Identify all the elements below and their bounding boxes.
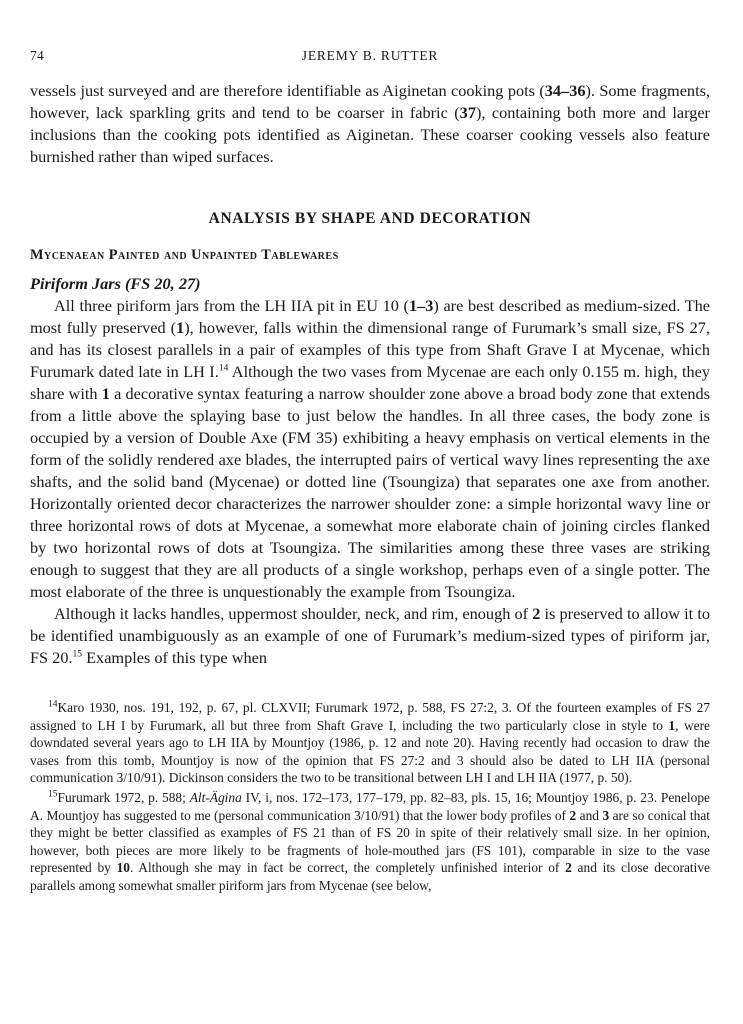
text-run: , were downdated several years ago to LH IIA by Mountjoy (1986, p. 12 and note 20). Having recently had occasion to draw the vases from this tomb, Mountjoy is now of the opinion that FS 27:2 and 3 should also be dated to LH IIA (personal communication 3/10/91). Dickinson considers the two to be transitional between LH I and LH IIA (1977, p. 50). — [30, 717, 710, 786]
text-run: ), containing both more and larger inclusions than the cooking pots identified as Aiginetan. These coarser cooking vessels also feature burnished rather than wiped surfaces. — [30, 103, 710, 166]
text-run: 2 — [569, 807, 577, 823]
running-title: JEREMY B. RUTTER — [301, 48, 439, 63]
text-run: . Although she may in fact be correct, the completely unfinished interior of — [129, 860, 566, 876]
text-run: is preserved to allow it to be identified unambiguously as an example of one of Furumark’s medium-sized types of piriform jar, FS 20. — [30, 604, 710, 667]
text-run: 1 — [101, 384, 110, 403]
text-run: Although it lacks handles, uppermost shoulder, neck, and rim, enough of — [54, 604, 533, 623]
text-run: 2 — [532, 604, 541, 623]
footnote-ref: 14 — [48, 699, 58, 710]
text-run: Examples of this type when — [82, 648, 267, 667]
text-run: 34–36 — [544, 81, 586, 100]
text-run: 37 — [459, 103, 476, 122]
text-run: and — [576, 807, 603, 823]
text-run: vessels just surveyed and are therefore identifiable as Aiginetan cooking pots ( — [30, 81, 545, 100]
footnote-15 — [30, 789, 710, 895]
text-run: 3 — [602, 807, 610, 823]
text-run: ), however, falls within the dimensional range of Furumark’s small size, FS 27, and has its closest parallels in a pair of examples of this type from Shaft Grave I at Mycenae, which Furumark dated late in LH I. — [30, 318, 710, 381]
page-number: 74 — [30, 48, 45, 63]
text-run: Alt-Ägina — [189, 789, 242, 805]
footnote-ref: 15 — [72, 649, 83, 660]
footnote-ref: 14 — [218, 363, 229, 374]
item-heading: Piriform Jars (FS 20, 27) — [30, 274, 201, 293]
section-heading: ANALYSIS BY SHAPE AND DECORATION — [208, 210, 532, 227]
text-run: Karo 1930, nos. 191, 192, p. 67, pl. CLXVII; Furumark 1972, p. 588, FS 27:2, 3. Of the fourteen examples of FS 27 assigned to LH I by Furumark, all but three from Shaft Grave I, including the two particularly close in style to — [30, 700, 710, 733]
text-run: 1 — [176, 318, 185, 337]
text-run: 2 — [565, 860, 572, 876]
text-run: 1–3 — [408, 296, 434, 315]
text-run: 10 — [116, 860, 130, 876]
text-run: 1 — [668, 717, 676, 733]
text-run: ). Some fragments, however, lack sparkling grits and tend to be coarser in fabric ( — [30, 81, 710, 122]
paragraph-2 — [30, 295, 710, 603]
text-run: and its close decorative parallels among somewhat smaller piriform jars from Mycenae (see below, — [30, 860, 711, 893]
paragraph-3 — [30, 603, 710, 669]
subsection-heading: Mycenaean Painted and Unpainted Tablewares — [30, 247, 339, 263]
running-header — [30, 48, 710, 70]
text-run: a decorative syntax featuring a narrow shoulder zone above a broad body zone that extends from a little above the splaying base to just below the handles. In all three cases, the body zone is occupied by a version of Double Axe (FM 35) exhibiting a heavy emphasis on vertical elements in the form of the solidly rendered axe blades, the interrupted pairs of vertical wavy lines representing the axe shafts, and the solid band (Mycenae) or dotted line (Tsoungiza) that separates one axe from another. Horizontally oriented decor characterizes the narrower shoulder zone: a simple horizontal wavy line or three horizontal rows of dots at Mycenae, a somewhat more elaborate chain of joining circles flanked by two horizontal rows of dots at Tsoungiza. The similarities among these three vases are striking enough to suggest that they are all products of a single workshop, perhaps even of a single potter. The most elaborate of the three is unquestionably the example from Tsoungiza. — [30, 384, 711, 601]
footnotes — [30, 699, 710, 895]
footnote-ref: 15 — [48, 789, 58, 800]
document-page — [30, 48, 710, 897]
text-run: IV, i, nos. 172–173, 177–179, pp. 82–83, pls. 15, 16; Mountjoy 1986, p. 23. Penelope A. Mountjoy has suggested to me (personal communication 3/10/91) that the lower body profiles of — [30, 789, 710, 823]
text-run: All three piriform jars from the LH IIA pit in EU 10 ( — [54, 296, 409, 315]
text-run: Although the two vases from Mycenae are each only 0.155 m. high, they share with — [30, 362, 710, 403]
text-run: are so conical that they might be better classified as examples of FS 21 than of FS 20 in spite of their relatively small size. In her opinion, however, both pieces are more likely to be fragments of hole-mouthed jars (FS 101), comparable in size to the vase represented by — [30, 807, 710, 876]
text-run: Furumark 1972, p. 588; — [57, 789, 190, 805]
paragraph-1 — [30, 80, 710, 168]
text-run: ) are best described as medium-sized. The most fully preserved ( — [30, 296, 711, 337]
footnote-14 — [30, 699, 710, 787]
